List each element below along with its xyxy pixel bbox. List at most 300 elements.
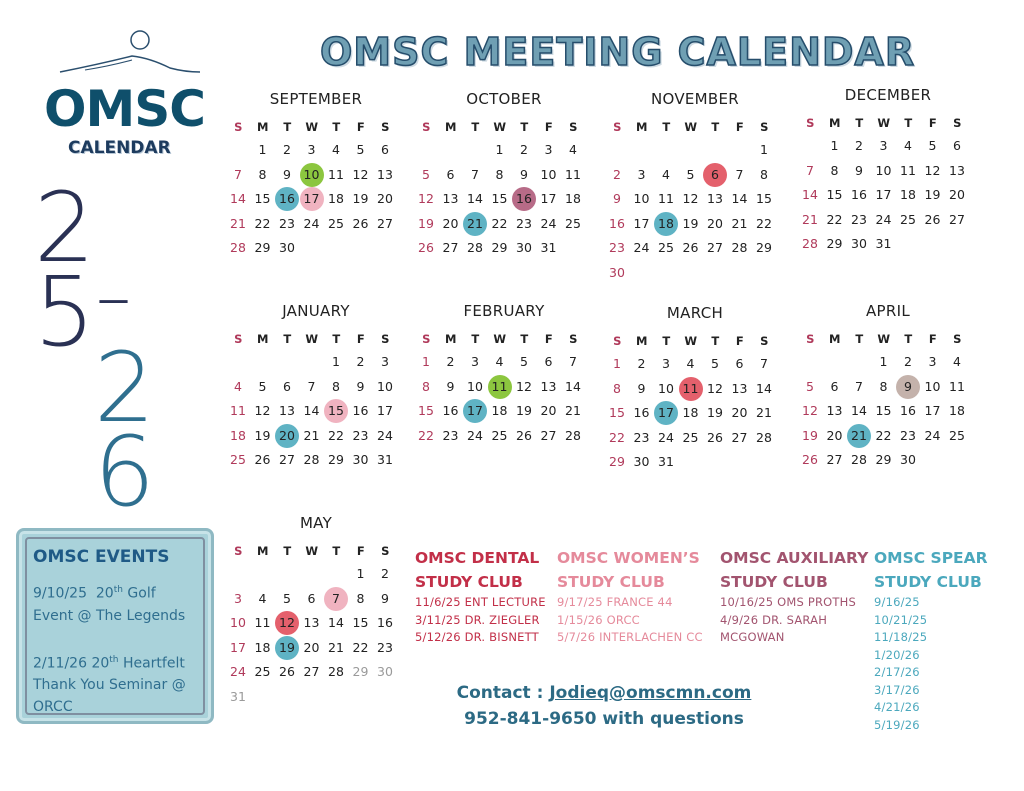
day-cell: 13 <box>707 191 723 206</box>
month-name: DECEMBER <box>844 86 932 104</box>
day-cell: 5 <box>520 354 528 369</box>
day-grid <box>605 352 785 475</box>
empty-cell <box>728 138 752 162</box>
weekday-label: S <box>234 544 243 558</box>
day-cell: 11 <box>565 166 581 182</box>
year-digit: 5 <box>34 256 96 368</box>
weekday-label: T <box>283 120 292 134</box>
day-cell: 29 <box>609 454 625 469</box>
events-panel <box>16 528 214 724</box>
day-cell: 7 <box>855 378 863 394</box>
month-name: OCTOBER <box>466 90 542 108</box>
day-cell: 31 <box>658 454 674 469</box>
day-cell: 30 <box>633 454 650 469</box>
club-heading: STUDY CLUB <box>415 573 523 591</box>
day-cell: 11 <box>254 615 271 630</box>
day-cell: 17 <box>633 215 650 231</box>
day-cell: 1 <box>879 354 888 369</box>
day-cell: 28 <box>802 236 818 251</box>
day-cell: 20 <box>707 215 723 231</box>
day-grid <box>226 350 406 473</box>
day-cell: 23 <box>851 211 867 227</box>
omsc-logo <box>40 28 210 168</box>
month-october <box>414 90 594 261</box>
weekday-label: M <box>257 544 269 558</box>
day-cell: 14 <box>230 191 246 206</box>
day-cell: 28 <box>303 452 320 467</box>
weekday-label: M <box>257 120 269 134</box>
empty-cell <box>300 350 324 374</box>
day-cell: 29 <box>491 240 508 255</box>
weekday-label: M <box>445 120 457 134</box>
day-cell: 5 <box>422 166 430 182</box>
weekday-label: S <box>613 120 622 134</box>
day-cell: 6 <box>830 378 839 394</box>
day-cell: 10 <box>377 378 393 394</box>
day-cell: 25 <box>254 664 271 679</box>
weekday-header <box>798 332 978 346</box>
empty-cell <box>605 138 629 162</box>
club-heading: STUDY CLUB <box>557 573 665 591</box>
club-heading: STUDY CLUB <box>874 573 982 591</box>
empty-cell <box>798 350 822 374</box>
day-cell: 28 <box>230 240 246 255</box>
day-cell: 4 <box>495 354 504 369</box>
day-cell: 12 <box>254 403 271 418</box>
day-cell: 22 <box>328 427 344 443</box>
day-cell: 19 <box>418 215 434 231</box>
day-cell: 12 <box>707 380 723 396</box>
day-cell: 27 <box>731 429 748 445</box>
weekday-label: T <box>332 120 341 134</box>
day-cell: 24 <box>875 211 892 227</box>
month-november <box>605 90 785 285</box>
day-cell: 7 <box>569 354 577 369</box>
club-heading: OMSC WOMEN’S <box>557 549 700 567</box>
day-cell: 30 <box>279 240 295 255</box>
highlighted-day: 16 <box>512 187 536 211</box>
day-cell: 5 <box>283 590 291 606</box>
day-cell: 2 <box>904 354 912 369</box>
day-cell: 13 <box>442 191 459 206</box>
club-line: 9/17/25 FRANCE 44 <box>557 595 673 609</box>
weekday-label: F <box>735 334 744 348</box>
day-cell: 16 <box>609 215 625 231</box>
day-cell: 19 <box>924 187 941 202</box>
day-cell: 7 <box>234 166 242 182</box>
weekday-label: S <box>381 332 390 346</box>
weekday-label: F <box>544 120 553 134</box>
day-cell: 14 <box>851 403 867 418</box>
day-cell: 14 <box>565 378 581 394</box>
day-cell: 1 <box>356 566 365 581</box>
weekday-label: M <box>445 332 457 346</box>
day-cell: 25 <box>230 452 246 467</box>
day-cell: 20 <box>377 191 393 206</box>
day-cell: 2 <box>381 566 389 581</box>
day-grid <box>226 562 406 709</box>
day-grid <box>226 138 406 261</box>
day-cell: 19 <box>254 427 271 443</box>
day-cell: 22 <box>756 215 772 231</box>
day-cell: 27 <box>826 452 843 467</box>
weekday-label: W <box>305 120 319 134</box>
weekday-label: T <box>471 120 480 134</box>
day-cell: 19 <box>802 427 818 443</box>
day-cell: 29 <box>756 240 772 255</box>
month-april <box>798 302 978 473</box>
day-cell: 9 <box>520 166 528 182</box>
empty-cell <box>679 138 703 162</box>
day-cell: 25 <box>328 215 344 231</box>
empty-cell <box>251 350 275 374</box>
empty-cell <box>300 562 324 586</box>
day-cell: 24 <box>924 427 941 443</box>
womens-study-club <box>557 546 703 647</box>
day-cell: 1 <box>760 142 768 157</box>
day-cell: 28 <box>731 240 748 255</box>
club-line: 10/21/25 <box>874 612 928 627</box>
day-cell: 20 <box>949 187 965 202</box>
day-cell: 5 <box>928 138 937 153</box>
empty-cell <box>414 138 438 162</box>
weekday-header <box>226 332 406 346</box>
contact-label: Contact : <box>456 683 550 703</box>
day-cell: 15 <box>352 615 369 630</box>
day-cell: 8 <box>879 378 888 394</box>
club-line: 4/21/26 <box>874 700 920 714</box>
day-cell: 22 <box>491 215 508 231</box>
day-cell: 7 <box>735 166 744 182</box>
club-line: 3/17/26 <box>874 682 920 697</box>
empty-cell <box>463 138 487 162</box>
day-cell: 14 <box>756 380 772 396</box>
day-cell: 17 <box>875 187 892 202</box>
weekday-label: W <box>493 332 507 346</box>
day-cell: 6 <box>544 354 553 369</box>
day-cell: 10 <box>540 166 557 182</box>
day-cell: 27 <box>279 452 295 467</box>
day-cell: 6 <box>446 166 455 182</box>
weekday-label: M <box>257 332 269 346</box>
day-cell: 27 <box>540 427 557 443</box>
club-line: 10/16/25 OMS PROTHS <box>720 595 856 609</box>
day-cell: 12 <box>924 162 941 178</box>
day-cell: 16 <box>851 187 867 202</box>
day-cell: 11 <box>658 191 674 206</box>
weekday-label: S <box>381 120 390 134</box>
highlighted-day: 21 <box>463 212 487 236</box>
day-cell: 16 <box>900 403 916 418</box>
day-cell: 26 <box>924 211 941 227</box>
day-cell: 23 <box>442 427 459 443</box>
weekday-label: S <box>613 334 622 348</box>
day-cell: 28 <box>756 429 772 445</box>
club-heading: OMSC AUXILIARY <box>720 549 869 567</box>
weekday-label: W <box>877 332 891 346</box>
weekday-label: F <box>928 116 937 130</box>
highlighted-day: 21 <box>847 424 871 448</box>
day-cell: 26 <box>682 240 699 255</box>
month-name: FEBRUARY <box>463 302 545 320</box>
day-cell: 23 <box>609 240 625 255</box>
day-cell: 23 <box>516 215 532 231</box>
day-cell: 29 <box>352 664 369 679</box>
day-cell: 5 <box>686 166 695 182</box>
highlighted-day: 17 <box>463 399 487 423</box>
day-cell: 24 <box>467 427 483 443</box>
day-cell: 20 <box>731 405 748 420</box>
day-cell: 30 <box>900 452 916 467</box>
day-cell: 21 <box>230 215 246 231</box>
weekday-label: F <box>544 332 553 346</box>
day-cell: 5 <box>356 142 365 157</box>
day-cell: 6 <box>283 378 291 394</box>
weekday-label: S <box>569 120 578 134</box>
empty-cell <box>226 562 250 586</box>
day-cell: 12 <box>802 403 818 418</box>
day-cell: 13 <box>949 162 965 178</box>
day-cell: 14 <box>328 615 344 630</box>
day-cell: 9 <box>283 166 291 182</box>
day-cell: 30 <box>609 264 625 280</box>
weekday-label: S <box>953 116 962 130</box>
day-cell: 11 <box>949 378 965 394</box>
day-cell: 3 <box>928 354 937 369</box>
empty-cell <box>630 138 654 162</box>
month-name: APRIL <box>865 302 910 320</box>
club-line: 4/9/26 DR. SARAH <box>720 612 828 627</box>
day-cell: 3 <box>662 356 670 371</box>
weekday-label: F <box>356 544 365 558</box>
day-cell: 3 <box>544 142 553 157</box>
day-cell: 8 <box>356 590 365 606</box>
day-cell: 2 <box>356 354 365 369</box>
club-heading: OMSC DENTAL <box>415 549 540 567</box>
weekday-label: T <box>471 332 480 346</box>
event-item: 2/11/26 20th Heartfelt Thank You Seminar @ ORCC <box>33 654 186 716</box>
year-digit: 2 <box>94 332 156 444</box>
weekday-label: W <box>877 116 891 130</box>
day-cell: 22 <box>418 427 434 443</box>
year-graphic <box>34 172 174 528</box>
month-may <box>226 514 406 709</box>
day-grid <box>414 138 594 261</box>
day-cell: 16 <box>633 405 650 420</box>
day-cell: 18 <box>328 191 344 206</box>
day-cell: 7 <box>806 162 814 178</box>
day-cell: 9 <box>446 378 455 394</box>
highlighted-day: 15 <box>324 399 348 423</box>
weekday-label: W <box>305 544 319 558</box>
club-line: 11/6/25 ENT LECTURE <box>415 595 546 609</box>
weekday-label: T <box>855 332 864 346</box>
day-cell: 26 <box>516 427 532 443</box>
day-cell: 10 <box>230 615 246 630</box>
day-cell: 9 <box>356 378 365 394</box>
day-cell: 26 <box>279 664 295 679</box>
day-cell: 29 <box>875 452 892 467</box>
day-cell: 24 <box>658 429 674 445</box>
highlighted-day: 17 <box>300 187 324 211</box>
weekday-label: T <box>904 332 913 346</box>
day-cell: 25 <box>491 427 508 443</box>
weekday-header <box>605 334 785 348</box>
highlighted-day: 18 <box>654 212 678 236</box>
contact-phone: 952-841-9650 with questions <box>464 709 744 729</box>
event-item: 9/10/25 20th Golf Event @ The Legends <box>33 585 186 624</box>
day-cell: 8 <box>422 378 430 394</box>
empty-cell <box>654 138 678 162</box>
day-cell: 7 <box>471 166 479 182</box>
day-cell: 2 <box>613 166 621 182</box>
highlighted-day: 19 <box>275 636 299 660</box>
day-cell: 1 <box>422 354 430 369</box>
day-cell: 25 <box>900 211 916 227</box>
weekday-header <box>226 120 406 134</box>
day-cell: 29 <box>826 236 843 251</box>
day-cell: 6 <box>307 590 316 606</box>
day-cell: 5 <box>711 356 719 371</box>
empty-cell <box>226 350 250 374</box>
day-cell: 4 <box>569 142 577 157</box>
day-cell: 29 <box>254 240 271 255</box>
day-cell: 10 <box>875 162 892 178</box>
day-cell: 2 <box>520 142 528 157</box>
highlighted-day: 11 <box>679 377 703 401</box>
day-cell: 9 <box>613 191 621 206</box>
year-digit: 6 <box>94 416 156 528</box>
day-cell: 26 <box>254 452 271 467</box>
day-cell: 2 <box>855 138 863 153</box>
club-line: 2/17/26 <box>874 665 920 679</box>
weekday-label: S <box>234 120 243 134</box>
day-cell: 8 <box>760 166 768 182</box>
day-cell: 1 <box>613 356 621 371</box>
day-cell: 16 <box>352 403 369 418</box>
month-march <box>605 304 785 475</box>
day-cell: 3 <box>637 166 646 182</box>
day-cell: 28 <box>851 452 867 467</box>
weekday-label: M <box>636 334 648 348</box>
logo-text: OMSC <box>44 80 205 138</box>
club-heading: OMSC SPEAR <box>874 549 988 567</box>
day-cell: 14 <box>303 403 320 418</box>
day-cell: 2 <box>446 354 455 369</box>
day-cell: 24 <box>303 215 320 231</box>
month-name: MARCH <box>666 304 724 322</box>
weekday-label: W <box>305 332 319 346</box>
empty-cell <box>703 138 727 162</box>
weekday-label: S <box>234 332 243 346</box>
page-title: OMSC MEETING CALENDAR <box>320 30 916 74</box>
day-cell: 20 <box>826 427 843 443</box>
day-cell: 20 <box>442 215 459 231</box>
weekday-label: T <box>662 334 671 348</box>
day-cell: 24 <box>540 215 557 231</box>
club-line: 5/12/26 DR. BISNETT <box>415 630 539 644</box>
day-cell: 9 <box>855 162 863 178</box>
day-cell: 23 <box>633 429 650 445</box>
day-cell: 10 <box>658 380 674 396</box>
empty-cell <box>439 138 463 162</box>
day-cell: 3 <box>307 142 316 157</box>
day-grid <box>798 134 978 257</box>
contact-email-link[interactable]: Jodieq@omscmn.com <box>549 683 752 703</box>
day-cell: 27 <box>442 240 459 255</box>
day-cell: 18 <box>254 639 271 655</box>
day-cell: 1 <box>332 354 340 369</box>
day-cell: 25 <box>682 429 699 445</box>
day-grid <box>414 350 594 448</box>
contact-info <box>410 680 798 732</box>
club-line: 5/19/26 <box>874 717 920 732</box>
weekday-label: F <box>356 120 365 134</box>
day-cell: 23 <box>377 639 393 655</box>
highlighted-day: 12 <box>275 611 299 635</box>
day-cell: 24 <box>633 240 650 255</box>
weekday-label: T <box>283 544 292 558</box>
empty-cell <box>798 134 822 158</box>
day-cell: 21 <box>756 405 772 420</box>
weekday-label: W <box>684 120 698 134</box>
day-cell: 29 <box>328 452 344 467</box>
weekday-label: S <box>806 116 815 130</box>
weekday-label: W <box>493 120 507 134</box>
day-cell: 31 <box>540 240 557 255</box>
day-cell: 21 <box>303 427 320 443</box>
day-cell: 15 <box>254 191 271 206</box>
day-cell: 21 <box>328 639 344 655</box>
day-cell: 24 <box>230 664 246 679</box>
day-cell: 4 <box>953 354 961 369</box>
weekday-header <box>414 120 594 134</box>
day-cell: 11 <box>900 162 916 178</box>
highlighted-day: 16 <box>275 187 299 211</box>
weekday-label: S <box>760 334 769 348</box>
weekday-header <box>414 332 594 346</box>
highlighted-day: 7 <box>324 587 348 611</box>
day-cell: 19 <box>682 215 699 231</box>
day-cell: 31 <box>230 688 246 704</box>
day-cell: 30 <box>352 452 369 467</box>
day-cell: 25 <box>565 215 581 231</box>
day-cell: 22 <box>609 429 625 445</box>
weekday-label: S <box>381 544 390 558</box>
month-name: JANUARY <box>282 302 350 320</box>
day-cell: 22 <box>352 639 369 655</box>
weekday-label: S <box>953 332 962 346</box>
empty-cell <box>847 350 871 374</box>
day-cell: 16 <box>442 403 459 418</box>
logo-subtitle: CALENDAR <box>68 138 171 158</box>
day-cell: 12 <box>418 191 434 206</box>
day-cell: 8 <box>495 166 504 182</box>
weekday-label: T <box>711 334 720 348</box>
day-cell: 15 <box>609 405 625 420</box>
day-cell: 16 <box>377 615 393 630</box>
weekday-label: T <box>520 120 529 134</box>
weekday-label: T <box>283 332 292 346</box>
empty-cell <box>324 562 348 586</box>
month-name: SEPTEMBER <box>269 90 363 108</box>
day-cell: 26 <box>802 452 818 467</box>
weekday-label: M <box>829 116 841 130</box>
day-cell: 15 <box>756 191 772 206</box>
empty-cell <box>275 350 299 374</box>
day-cell: 19 <box>352 191 369 206</box>
day-cell: 26 <box>352 215 369 231</box>
